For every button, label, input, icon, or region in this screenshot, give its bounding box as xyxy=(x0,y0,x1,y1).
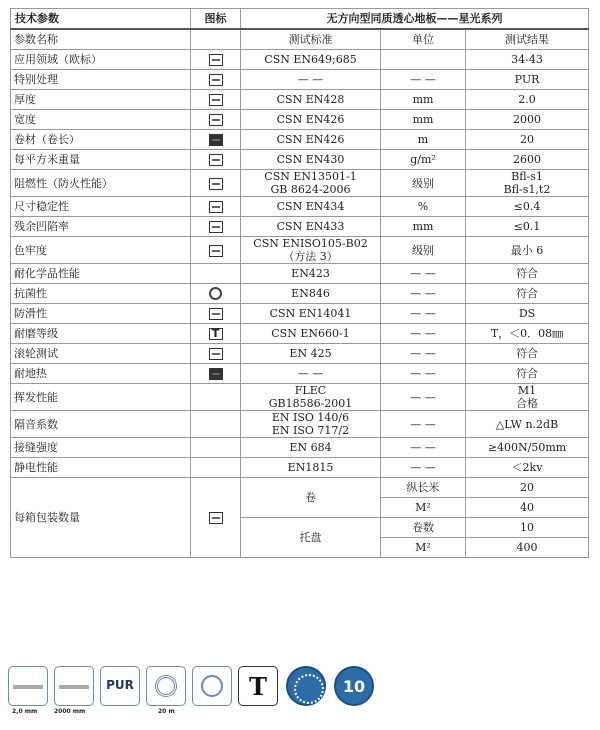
table-row xyxy=(11,438,589,458)
abrasion-badge-icon xyxy=(238,666,278,706)
unit-line1: — — xyxy=(410,307,436,320)
test-standard xyxy=(241,130,381,150)
abrasion-badge-text: T xyxy=(249,672,267,701)
unit-line1: — — xyxy=(410,327,436,340)
test-standard xyxy=(241,170,381,197)
param-name xyxy=(11,411,191,438)
test-result xyxy=(466,364,589,384)
param-name xyxy=(11,50,191,70)
table-row xyxy=(11,70,589,90)
test-result-line1: T，＜0．08㎜ xyxy=(490,327,564,340)
test-standard-line1: CSN EN426 xyxy=(276,113,345,126)
param-name-line1: 耐化学品性能 xyxy=(14,267,80,280)
test-standard xyxy=(241,197,381,217)
guarantee-badge-icon xyxy=(334,666,374,706)
unit xyxy=(381,344,466,364)
param-name-line1: 宽度 xyxy=(14,113,36,126)
table-row xyxy=(11,344,589,364)
unit-line1: m xyxy=(417,133,429,146)
table-row xyxy=(11,411,589,438)
fire-icon xyxy=(209,178,223,190)
table-row xyxy=(11,197,589,217)
unit-line1: — — xyxy=(410,441,436,454)
box-icon xyxy=(209,512,223,524)
thickness-caption: 2,0 mm xyxy=(12,708,38,715)
packing-roll-unit2: M² xyxy=(381,498,466,518)
test-result xyxy=(466,130,589,150)
test-result xyxy=(466,284,589,304)
param-name-line1: 色牢度 xyxy=(14,243,47,257)
colorfastness-icon xyxy=(209,245,223,257)
param-name-line1: 阻燃性（防火性能） xyxy=(14,176,113,190)
test-standard xyxy=(241,70,381,90)
unit-line1: g/m² xyxy=(410,153,436,166)
width-icon xyxy=(209,114,223,126)
test-standard-line1: — — xyxy=(297,367,324,380)
test-standard xyxy=(241,304,381,324)
param-name xyxy=(11,344,191,364)
table-row xyxy=(11,324,589,344)
table-row xyxy=(11,150,589,170)
header-product: 无方向型同质透心地板——星光系列 xyxy=(241,9,589,30)
test-standard xyxy=(241,150,381,170)
unit xyxy=(381,284,466,304)
unit xyxy=(381,264,466,284)
roll-badge-icon xyxy=(146,666,186,706)
param-name-line1: 防滑性 xyxy=(14,307,47,320)
test-standard-line1: EN 684 xyxy=(289,441,332,454)
test-result-line1: 2.0 xyxy=(518,93,536,106)
dimension-icon xyxy=(209,201,223,213)
test-result xyxy=(466,170,589,197)
packing-roll-label: 卷 xyxy=(241,478,381,518)
test-standard xyxy=(241,324,381,344)
test-standard-line1: EN ISO 140/6 xyxy=(271,411,350,424)
subheader-name: 参数名称 xyxy=(11,29,191,50)
test-standard-line1: CSN EN660-1 xyxy=(271,327,350,340)
test-standard-line1: CSN EN14041 xyxy=(269,307,352,320)
param-name xyxy=(11,130,191,150)
castor-icon xyxy=(209,348,223,360)
packing-row xyxy=(11,478,589,498)
test-standard-line1: CSN EN649;685 xyxy=(264,53,357,66)
underfloor-heating-icon xyxy=(209,368,223,380)
unit-line1: — — xyxy=(410,367,436,380)
building-icon xyxy=(209,54,223,66)
param-name xyxy=(11,324,191,344)
table-row xyxy=(11,217,589,237)
test-result xyxy=(466,150,589,170)
table-row xyxy=(11,304,589,324)
test-result xyxy=(466,237,589,264)
param-name xyxy=(11,170,191,197)
param-name-line1: 特别处理 xyxy=(14,73,58,86)
unit-line1: — — xyxy=(410,390,436,404)
param-name xyxy=(11,217,191,237)
header-icon: 图标 xyxy=(191,9,241,30)
test-standard-line1: CSN EN426 xyxy=(276,133,345,146)
unit-line1: — — xyxy=(410,287,436,300)
param-name-line1: 残余凹陷率 xyxy=(14,220,69,233)
packing-roll-val2: 40 xyxy=(466,498,589,518)
test-result xyxy=(466,70,589,90)
test-result-line1: 2600 xyxy=(513,153,542,166)
antibacterial-badge-icon xyxy=(286,666,326,706)
test-result xyxy=(466,197,589,217)
test-standard-line2: GB 8624-2006 xyxy=(270,183,351,196)
test-result-line1: 2000 xyxy=(513,113,542,126)
test-result xyxy=(466,458,589,478)
param-name xyxy=(11,237,191,264)
packing-name: 每箱包装数量 xyxy=(11,478,191,558)
subheader-standard: 测试标准 xyxy=(241,29,381,50)
param-name-line1: 抗菌性 xyxy=(14,287,47,300)
test-standard-line2: GB18586-2001 xyxy=(268,397,353,410)
test-standard xyxy=(241,364,381,384)
castor-badge-icon xyxy=(192,666,232,706)
thickness-badge-icon xyxy=(8,666,48,706)
param-name-line1: 静电性能 xyxy=(14,461,58,474)
unit xyxy=(381,130,466,150)
param-name xyxy=(11,110,191,130)
test-result-line1: 符合 xyxy=(516,287,539,300)
test-result xyxy=(466,217,589,237)
unit-line1: — — xyxy=(410,461,436,474)
test-result xyxy=(466,304,589,324)
test-standard xyxy=(241,384,381,411)
test-result xyxy=(466,438,589,458)
unit-line1: — — xyxy=(410,417,436,431)
indentation-icon xyxy=(209,221,223,233)
test-result-line1: PUR xyxy=(514,73,540,86)
param-name-line1: 隔音系数 xyxy=(14,417,58,431)
test-result xyxy=(466,411,589,438)
pur-badge-icon xyxy=(100,666,140,706)
packing-pallet-label: 托盘 xyxy=(241,518,381,558)
table-row xyxy=(11,364,589,384)
test-standard-line1: EN423 xyxy=(291,267,330,280)
test-standard xyxy=(241,110,381,130)
param-name xyxy=(11,458,191,478)
test-standard xyxy=(241,264,381,284)
test-standard-line1: CSN EN433 xyxy=(276,220,345,233)
test-standard-line2: EN ISO 717/2 xyxy=(271,424,350,437)
table-row xyxy=(11,458,589,478)
param-name xyxy=(11,364,191,384)
param-name-line1: 耐磨等级 xyxy=(14,327,58,340)
unit-line1: mm xyxy=(412,220,434,233)
subheader-result: 测试结果 xyxy=(466,29,589,50)
width-badge-icon xyxy=(54,666,94,706)
param-name-line1: 接缝强度 xyxy=(14,441,58,454)
test-result xyxy=(466,344,589,364)
unit xyxy=(381,411,466,438)
weight-icon xyxy=(209,154,223,166)
test-result xyxy=(466,264,589,284)
test-result-line1: ≤0.4 xyxy=(513,200,541,213)
unit xyxy=(381,384,466,411)
guarantee-years: 10 xyxy=(342,677,366,696)
unit-line1: 级别 xyxy=(412,243,434,257)
test-result-line1: 符合 xyxy=(516,367,539,380)
test-standard-line1: CSN EN430 xyxy=(276,153,345,166)
test-result-line1: 34-43 xyxy=(511,53,543,66)
test-standard-line1: CSN EN434 xyxy=(276,200,345,213)
test-result xyxy=(466,50,589,70)
abrasion-icon: T xyxy=(209,328,223,340)
table-row xyxy=(11,130,589,150)
pur-icon xyxy=(209,74,223,86)
packing-pallet-val1: 10 xyxy=(466,518,589,538)
param-name xyxy=(11,284,191,304)
unit xyxy=(381,50,466,70)
test-result xyxy=(466,324,589,344)
test-standard xyxy=(241,50,381,70)
width-caption: 2000 mm xyxy=(54,708,86,715)
table-header xyxy=(11,9,589,30)
unit-line1: % xyxy=(417,200,429,213)
spec-table xyxy=(10,8,589,558)
test-result-line1: DS xyxy=(518,307,536,320)
test-result-line1: Bfl-s1 xyxy=(511,170,543,183)
param-name-line1: 尺寸稳定性 xyxy=(14,200,69,213)
header-params: 技术参数 xyxy=(11,9,191,30)
table-row xyxy=(11,284,589,304)
test-standard xyxy=(241,237,381,264)
unit xyxy=(381,324,466,344)
unit xyxy=(381,70,466,90)
packing-pallet-val2: 400 xyxy=(466,538,589,558)
unit xyxy=(381,237,466,264)
test-standard xyxy=(241,411,381,438)
unit xyxy=(381,197,466,217)
badge-strip xyxy=(8,660,408,720)
packing-pallet-unit1: 卷数 xyxy=(381,518,466,538)
param-name xyxy=(11,150,191,170)
test-standard xyxy=(241,90,381,110)
test-result xyxy=(466,90,589,110)
param-name xyxy=(11,384,191,411)
subheader-unit: 单位 xyxy=(381,29,466,50)
param-name-line1: 应用领域（欧标） xyxy=(14,53,102,66)
test-result-line2: 合格 xyxy=(516,397,539,410)
unit xyxy=(381,90,466,110)
test-result xyxy=(466,384,589,411)
unit xyxy=(381,110,466,130)
roll-caption: 20 m xyxy=(158,708,175,715)
unit-line1: 级别 xyxy=(412,176,434,190)
packing-pallet-unit2: M² xyxy=(381,538,466,558)
test-standard xyxy=(241,458,381,478)
test-result-line2: Bfl-s1,t2 xyxy=(503,183,551,196)
param-name-line1: 挥发性能 xyxy=(14,390,58,404)
packing-roll-unit1: 纵长米 xyxy=(381,478,466,498)
table-row xyxy=(11,264,589,284)
unit xyxy=(381,217,466,237)
pur-badge-text: PUR xyxy=(106,678,134,692)
test-result-line1: △LW n.2dB xyxy=(495,417,559,431)
param-name xyxy=(11,70,191,90)
unit-line1: — — xyxy=(410,347,436,360)
test-standard-line1: CSN ENISO105-B02 xyxy=(253,237,368,250)
packing-roll-val1: 20 xyxy=(466,478,589,498)
param-name-line1: 厚度 xyxy=(14,93,36,106)
param-name-line1: 卷材（卷长） xyxy=(14,133,80,146)
test-result xyxy=(466,110,589,130)
spec-sheet xyxy=(10,8,588,558)
test-result-line1: M1 xyxy=(517,384,537,397)
test-standard-line1: EN846 xyxy=(291,287,330,300)
param-name xyxy=(11,197,191,217)
test-standard-line1: EN1815 xyxy=(287,461,334,474)
test-standard-line1: CSN EN13501-1 xyxy=(264,170,357,183)
unit-line1: — — xyxy=(410,73,436,86)
param-name-line1: 耐地热 xyxy=(14,367,47,380)
test-result-line1: ＜2kv xyxy=(511,461,543,474)
test-standard xyxy=(241,284,381,304)
subheader-row xyxy=(11,29,589,50)
table-row xyxy=(11,110,589,130)
param-name xyxy=(11,90,191,110)
test-standard xyxy=(241,438,381,458)
table-row xyxy=(11,50,589,70)
unit xyxy=(381,304,466,324)
test-standard-line1: FLEC xyxy=(294,384,327,397)
table-row xyxy=(11,237,589,264)
unit-line1: mm xyxy=(412,93,434,106)
param-name xyxy=(11,438,191,458)
unit xyxy=(381,150,466,170)
test-standard xyxy=(241,344,381,364)
test-result-line1: 20 xyxy=(520,133,535,146)
test-result-line1: 符合 xyxy=(516,347,539,360)
test-result-line1: 最小 6 xyxy=(510,243,544,257)
unit-line1: — — xyxy=(410,267,436,280)
test-standard xyxy=(241,217,381,237)
test-result-line1: 符合 xyxy=(516,267,539,280)
test-standard-line1: — — xyxy=(297,73,324,86)
unit xyxy=(381,458,466,478)
param-name xyxy=(11,264,191,284)
unit xyxy=(381,170,466,197)
test-result-line1: ≥400N/50mm xyxy=(487,441,567,454)
unit-line1: mm xyxy=(412,113,434,126)
param-name-line1: 每平方米重量 xyxy=(14,153,80,166)
param-name-line1: 滚轮测试 xyxy=(14,347,58,360)
slip-icon xyxy=(209,308,223,320)
unit xyxy=(381,364,466,384)
test-standard-line2: （方法 3） xyxy=(283,250,338,263)
test-result-line1: ≤0.1 xyxy=(513,220,541,233)
table-row xyxy=(11,170,589,197)
roll-icon xyxy=(209,134,223,146)
test-standard-line1: EN 425 xyxy=(289,347,332,360)
table-row xyxy=(11,384,589,411)
antibacterial-icon xyxy=(209,287,222,300)
thickness-icon xyxy=(209,94,223,106)
unit xyxy=(381,438,466,458)
test-standard-line1: CSN EN428 xyxy=(276,93,345,106)
table-row xyxy=(11,90,589,110)
param-name xyxy=(11,304,191,324)
